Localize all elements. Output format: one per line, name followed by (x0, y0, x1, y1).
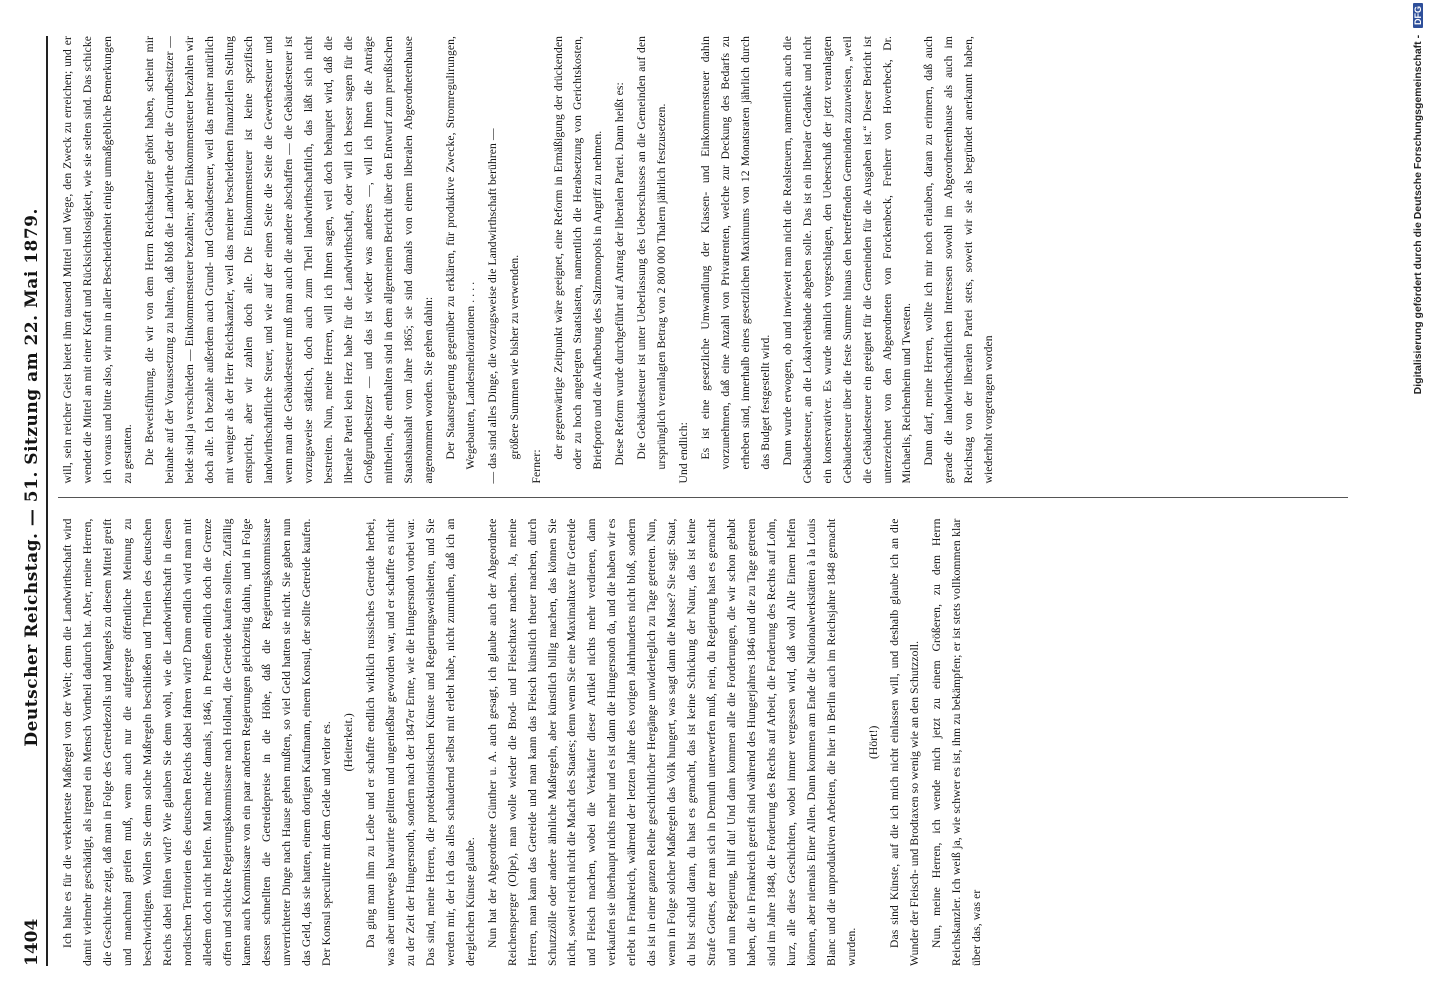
digitization-stamp (1412, 3, 1424, 993)
paragraph: Da ging man ihm zu Leibe und er schaffte endlich wirklich russisches Getreide herbei, was aber unterwegs havarirte gelitten und ungenießbar geworden war, und er schaffte es nicht zu der Zeit der Hungersnoth, sondern nach der 1847er Ernte, wie die Hungersnoth vorbei war. Das sind, meine Herren, die protektionistischen Künste und Regierungsweisheiten, und Sie werden mir, der ich das alles schaudernd selbst mit erlebt habe, nicht zumuthen, daß ich an dergleichen Künste glaube. (364, 518, 477, 966)
paragraph: will, sein reicher Geist bietet ihm tausend Mittel und Wege, den Zweck zu erreichen; und er wendet die Mittel an mit einer Kraft und Rücksichtslosigkeit, wie sie selten sind. Das schicke ich voraus und bitte also, wir nun in aller Bescheidenheit einige unmaßgebliche Bemerkungen zu gestatten. (61, 36, 134, 484)
paragraph: Die Beweisführung, die wir von dem Herrn Reichskanzler gehört haben, scheint mir beinahe auf der Voraussetzung zu halten, daß bloß die Landwirthe oder die Grundbesitzer — beide sind ja verschieden — Einkommensteuer bezahlen; aber Einkommensteuer bezahlen wir doch alle. Ich bezahle außerdem auch Grund- und Gebäudesteuer, weil das meiner natürlich mit weniger als der Herr Reichskanzler, weil das meiner bescheidenen finanziellen Stellung entspricht, aber wir zahlen doch alle. Die Einkommensteuer ist keine spezifisch landwirthschaftliche Steuer, und wie auf der einen Seite die Seite die Gewerbesteuer und wenn man die Gebäudesteuer muß man auch die andere abschaffen — die Gebäudesteuer ist vorzugsweise städtisch, doch auch zum Theil landwirthschaftlich, das läßt sich nicht bestreiten. Nun, meine Herren, will ich Ihnen sagen, weil doch behauptet wird, daß die liberale Partei kein Herz habe für die Landwirthschaft, oder will ich besser sagen für die Großgrundbesitzer — und das ist wieder was anderes —, will ich Ihnen die Anträge mittheilen, die enthalten sind in dem allgemeinen Bericht über den Entwurf zum preußischen Staatshaushalt vom Jahre 1865; sie sind damals von einem liberalen Abgeordnetenhause angenommen worden. Sie gehen dahin: (142, 36, 435, 484)
stamp-text: Digitalisierung gefördert durch die Deutsche Forschungsgemeinschaft - (1412, 34, 1424, 395)
paragraph: Nun, meine Herren, ich wende mich jetzt zu einem Größeren, zu dem Herrn Reichskanzler. Ich weiß ja, wie schwer es ist, ihm zu bekämpfen; er ist stets vollkommen klar über das, was er (930, 518, 984, 966)
paragraph: Ich halte es für die verkehrteste Maßregel von der Welt; denn die Landwirthschaft wird damit vielmehr geschädigt, als irgend ein Mensch Vortheil dadurch hat. Aber, meine Herren, die Geschichte zeigt, daß man in Folge des Getreidezolls und Mangels zu diesem Mittel greift und manchmal greifen muß, wenn auch nur die aufgeregte öffentliche Meinung zu beschwichtigen. Wollen Sie denn solche Maßregeln beschließen und Theilen des deutschen Reichs dabei fühlen wird? Wie glauben Sie denn wohl, wie die Landwirthschaft in diesen nordischen Territorien des deutschen Reichs dabei fahren wird? Dann endlich wird man mit alledem doch nicht helfen. Man machte damals, 1846, in Preußen endlich doch die Grenze offen und schickte Regierungskommissare nach Holland, die Getreide kaufen sollten. Zufällig kamen auch Kommissare von ein paar anderen Regierungen gleichzeitig dahin, und in Folge dessen schnellten die Getreidepreise in die Höhe, daß die Regierungskommissare unverrichteter Dinge nach Hause gehen mußten, so viel Geld hatten sie nicht. Sie gaben nun das Geld, das sie hatten, einem dortigen Kaufmann, einem Konsul, der sollte Getreide kaufen. Der Konsul speculirte mit dem Gelde und verlor es. (61, 518, 334, 966)
quoted-motion: Der Staatsregierung gegenüber zu erklären, für produktive Zwecke, Stromregulirungen, Wegebauten, Landesmeliorationen . . . . (443, 36, 477, 470)
text-column-right (58, 36, 1348, 499)
paragraph: Diese Reform wurde durchgeführt auf Antrag der liberalen Partei. Dann heißt es: (613, 82, 627, 466)
page-title: Deutscher Reichstag. — 51. Sitzung am 22. Mai 1879. (22, 208, 42, 747)
page-header (22, 36, 48, 966)
paragraph: Dann darf, meine Herren, wollte ich mir noch erlauben, daran zu erinnern, daß auch gerade die landwirthschaftlichen Interessen sowohl im Abgeordnetenhause als auch im Reichstag von der liberalen Partei stets, soweit wir sie als begründet anerkannt haben, wiederholt vorgetragen worden (922, 36, 996, 484)
page-number: 1404 (22, 918, 42, 966)
paragraph: Ferner: (529, 449, 543, 484)
interjection: (Hört!) (866, 725, 880, 760)
quoted-motion: Die Gebäudesteuer ist unter Ueberlassung des Ueberschusses an die Gemeinden auf den ursprünglich veranlagten Betrag von 2 800 000 Thalern jährlich festzusetzen. (635, 36, 669, 470)
text-column-left (58, 519, 1348, 967)
paragraph: Das sind Künste, auf die ich mich nicht einlassen will, und deshalb glaube ich an die Wunder der Fleisch- und Brodtaxen so wenig wie an den Schutzzoll. (888, 518, 922, 966)
quoted-motion: der gegenwärtige Zeitpunkt wäre geeignet, eine Reform in Ermäßigung der drückenden oder zu hoch angelegten Staatslasten, namentlich die Herabsetzung von Gerichtskosten, Briefporto und die Aufhebung des Salzmonopols in Angriff zu nehmen. (551, 36, 605, 470)
quoted-motion: größere Summen wie bisher zu verwenden. (507, 254, 521, 460)
paragraph: — das sind alles Dinge, die vorzugsweise die Landwirthschaft berühren — (485, 128, 499, 484)
dfg-logo: DFG (1413, 3, 1423, 28)
paragraph: Dann wurde erwogen, ob und inwieweit man nicht die Realsteuern, namentlich auch die Gebäudesteuer, an die Lokalverbände abgeben solle. Das ist ein liberaler Gedanke und nicht ein konservativer. Es wurde nämlich vorgeschlagen, den Ueberschuß der jetzt veranlagten Gebäudesteuer über die feste Summe hinaus den betreffenden Gemeinden zuzuweisen, „weil die Gebäudesteuer ein geeignet für die Gemeinden für die Ausgaben ist.“ Dieser Bericht ist unterzeichnet von den Abgeordneten von Forckenbeck, Freiherr von Hoverbeck, Dr. Michaelis, Reichenheim und Twesten. (780, 36, 914, 484)
text-columns (58, 36, 1348, 966)
paragraph: Nun hat der Abgeordnete Günther u. A. auch gesagt, ich glaube auch der Abgeordnete Reichensperger (Olpe), man wolle wieder die Brod- und Fleischtaxe machen. Ja, meine Herren, man kann das Getreide und man kann das Fleisch künstlich theuer machen, durch Schutzzölle oder andere ähnliche Maßregeln, aber künstlich billig machen, das können Sie nicht, soweit reicht nicht die Macht des Staates; denn wenn Sie eine Maximaltaxe für Getreide und Fleisch machen, wobei die Verkäufer dieser Artikel nichts mehr verdienen, dann verkaufen sie überhaupt nichts mehr und es ist dann die Hungersnoth da, und die haben wir es erlebt in Frankreich, während der letzten Jahre des vorigen Jahrhunderts nicht bloß, sondern das ist in einer ganzen Reihe geschichtlicher Hergänge unwiderleglich zu Tage getreten. Nun, wenn in Folge solcher Maßregeln das Volk hungert, was sagt dann die Masse? Sie sagt: Staat, du bist schuld daran, du hast es gemacht, das ist keine Schickung der Natur, das ist keine Strafe Gottes, der man sich in Demuth unterwerfen muß, nein, du Regierung hast es gemacht und nun Regierung, hilf du! Und dann kommen alle die Forderungen, die wir schon gehabt haben, die in Frankreich gereift sind während des Hungerjahres 1846 und die zu Tage getreten sind im Jahre 1848, die Forderung des Rechts auf Arbeit, die Forderung des Rechts auf Lohn, kurz, alle diese Geschichten, wobei immer vergessen wird, daß wohl Alle Einem helfen können, aber niemals Einer Allen. Dann kommen am Ende die Nationalwerkstätten à la Louis Blanc und die unproduktiven Arbeiten, die hier in Berlin auch im Reichsjahre 1848 gemacht wurden. (485, 518, 858, 966)
quoted-motion: Es ist eine gesetzliche Umwandlung der Klassen- und Einkommensteuer dahin vorzunehmen, daß eine Anzahl von Privatrenten, welche zur Deckung des Bedarfs zu erheben sind, innerhalb eines gesetzlichen Maximums von 12 Monatsraten jährlich durch das Budget festgestellt wird. (699, 36, 772, 470)
paragraph: Und endlich: (677, 422, 691, 484)
interjection: (Heiterkeit.) (342, 713, 356, 772)
